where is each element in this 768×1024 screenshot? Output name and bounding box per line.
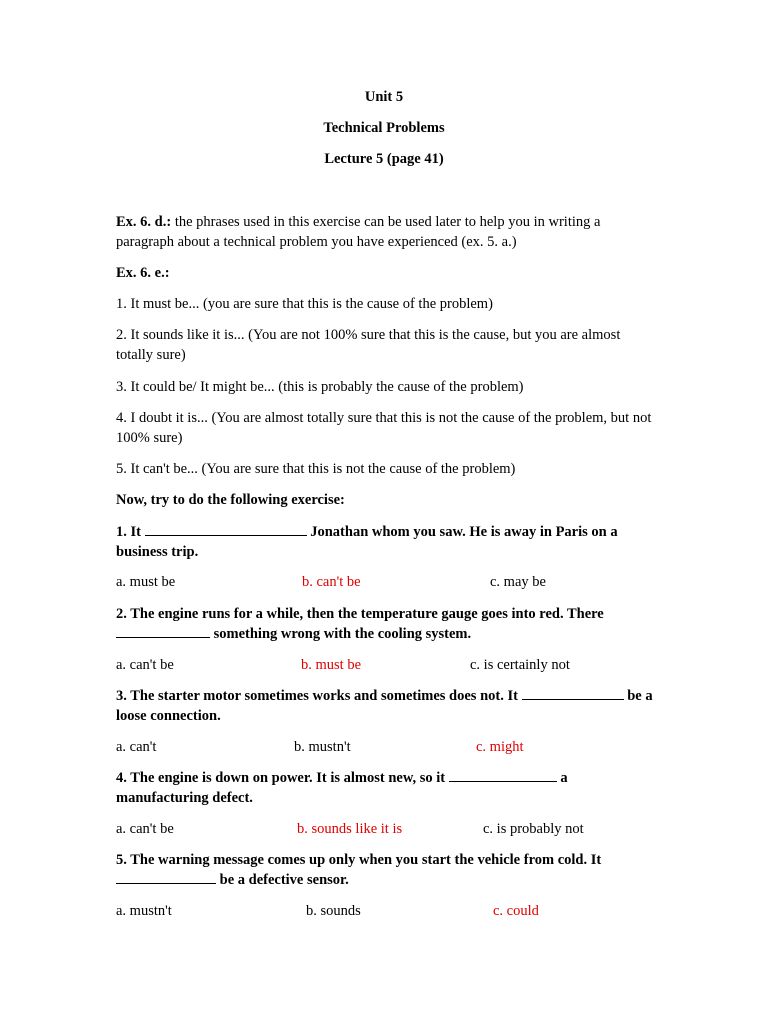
answer-blank <box>116 625 210 638</box>
q2-option-b-correct: b. must be <box>301 657 362 673</box>
question-text-after: something wrong with the cooling system. <box>210 626 472 642</box>
question-5 <box>116 850 656 890</box>
q5-option-c-correct: c. could <box>493 903 539 919</box>
ex-6e-item-1: 1. It must be... (you are sure that this is the cause of the problem) <box>116 296 493 312</box>
answer-blank <box>522 687 624 700</box>
question-3 <box>116 686 656 726</box>
q3-option-c-correct: c. might <box>476 739 524 755</box>
question-1 <box>116 522 656 562</box>
question-text-before: The starter motor sometimes works and sometimes does not. It <box>126 688 522 704</box>
q1-option-c: c. may be <box>490 574 546 590</box>
q3-option-a: a. can't <box>116 739 157 755</box>
q4-option-b-correct: b. sounds like it is <box>297 821 403 837</box>
ex-6d-paragraph <box>116 212 656 252</box>
question-text-before: The warning message comes up only when you start the vehicle from cold. It <box>126 852 602 868</box>
q3-option-b: b. mustn't <box>294 739 351 755</box>
page-title: Technical Problems <box>323 120 445 136</box>
question-text-before: It <box>126 524 145 540</box>
ex-6e-label: Ex. 6. e.: <box>116 265 170 281</box>
q4-option-c: c. is probably not <box>483 821 584 837</box>
ex-6e-item-2: 2. It sounds like it is... (You are not 100% sure that this is the cause, but you are almost totally sure) <box>116 327 621 363</box>
question-number: 3. <box>116 688 127 704</box>
ex-6e-item-5: 5. It can't be... (You are sure that this is not the cause of the problem) <box>116 461 516 477</box>
q2-option-a: a. can't be <box>116 657 174 673</box>
answer-blank <box>449 769 557 782</box>
answer-blank <box>145 523 307 536</box>
ex-6e-item-4: 4. I doubt it is... (You are almost totally sure that this is not the cause of the problem, but not 100% sure) <box>116 410 652 446</box>
ex-6e-item-3: 3. It could be/ It might be... (this is probably the cause of the problem) <box>116 379 524 395</box>
q4-option-a: a. can't be <box>116 821 174 837</box>
q2-option-c: c. is certainly not <box>470 657 570 673</box>
question-text-after: a manufacturing defect. <box>116 770 568 806</box>
unit-heading: Unit 5 <box>364 89 404 105</box>
q1-option-b-correct: b. can't be <box>302 574 361 590</box>
question-text-before: The engine runs for a while, then the temperature gauge goes into red. There <box>126 606 604 622</box>
question-text-after: be a loose connection. <box>116 688 653 724</box>
question-2 <box>116 604 656 644</box>
q1-option-a: a. must be <box>116 574 176 590</box>
question-text-after: Jonathan whom you saw. He is away in Paris on a business trip. <box>116 524 618 560</box>
q5-option-b: b. sounds <box>306 903 361 919</box>
q5-option-a: a. mustn't <box>116 903 172 919</box>
question-number: 1. <box>116 524 127 540</box>
exercise-intro: Now, try to do the following exercise: <box>116 492 345 508</box>
ex-6d-label: Ex. 6. d.: <box>116 214 172 230</box>
ex-6d-text: the phrases used in this exercise can be used later to help you in writing a paragraph about a technical problem you have experienced (ex. 5. a.) <box>116 214 601 250</box>
lecture-heading: Lecture 5 (page 41) <box>324 151 444 167</box>
question-number: 4. <box>116 770 127 786</box>
question-number: 2. <box>116 606 127 622</box>
question-4 <box>116 768 656 808</box>
question-text-before: The engine is down on power. It is almost new, so it <box>126 770 449 786</box>
question-text-after: be a defective sensor. <box>216 872 349 888</box>
answer-blank <box>116 871 216 884</box>
question-number: 5. <box>116 852 127 868</box>
